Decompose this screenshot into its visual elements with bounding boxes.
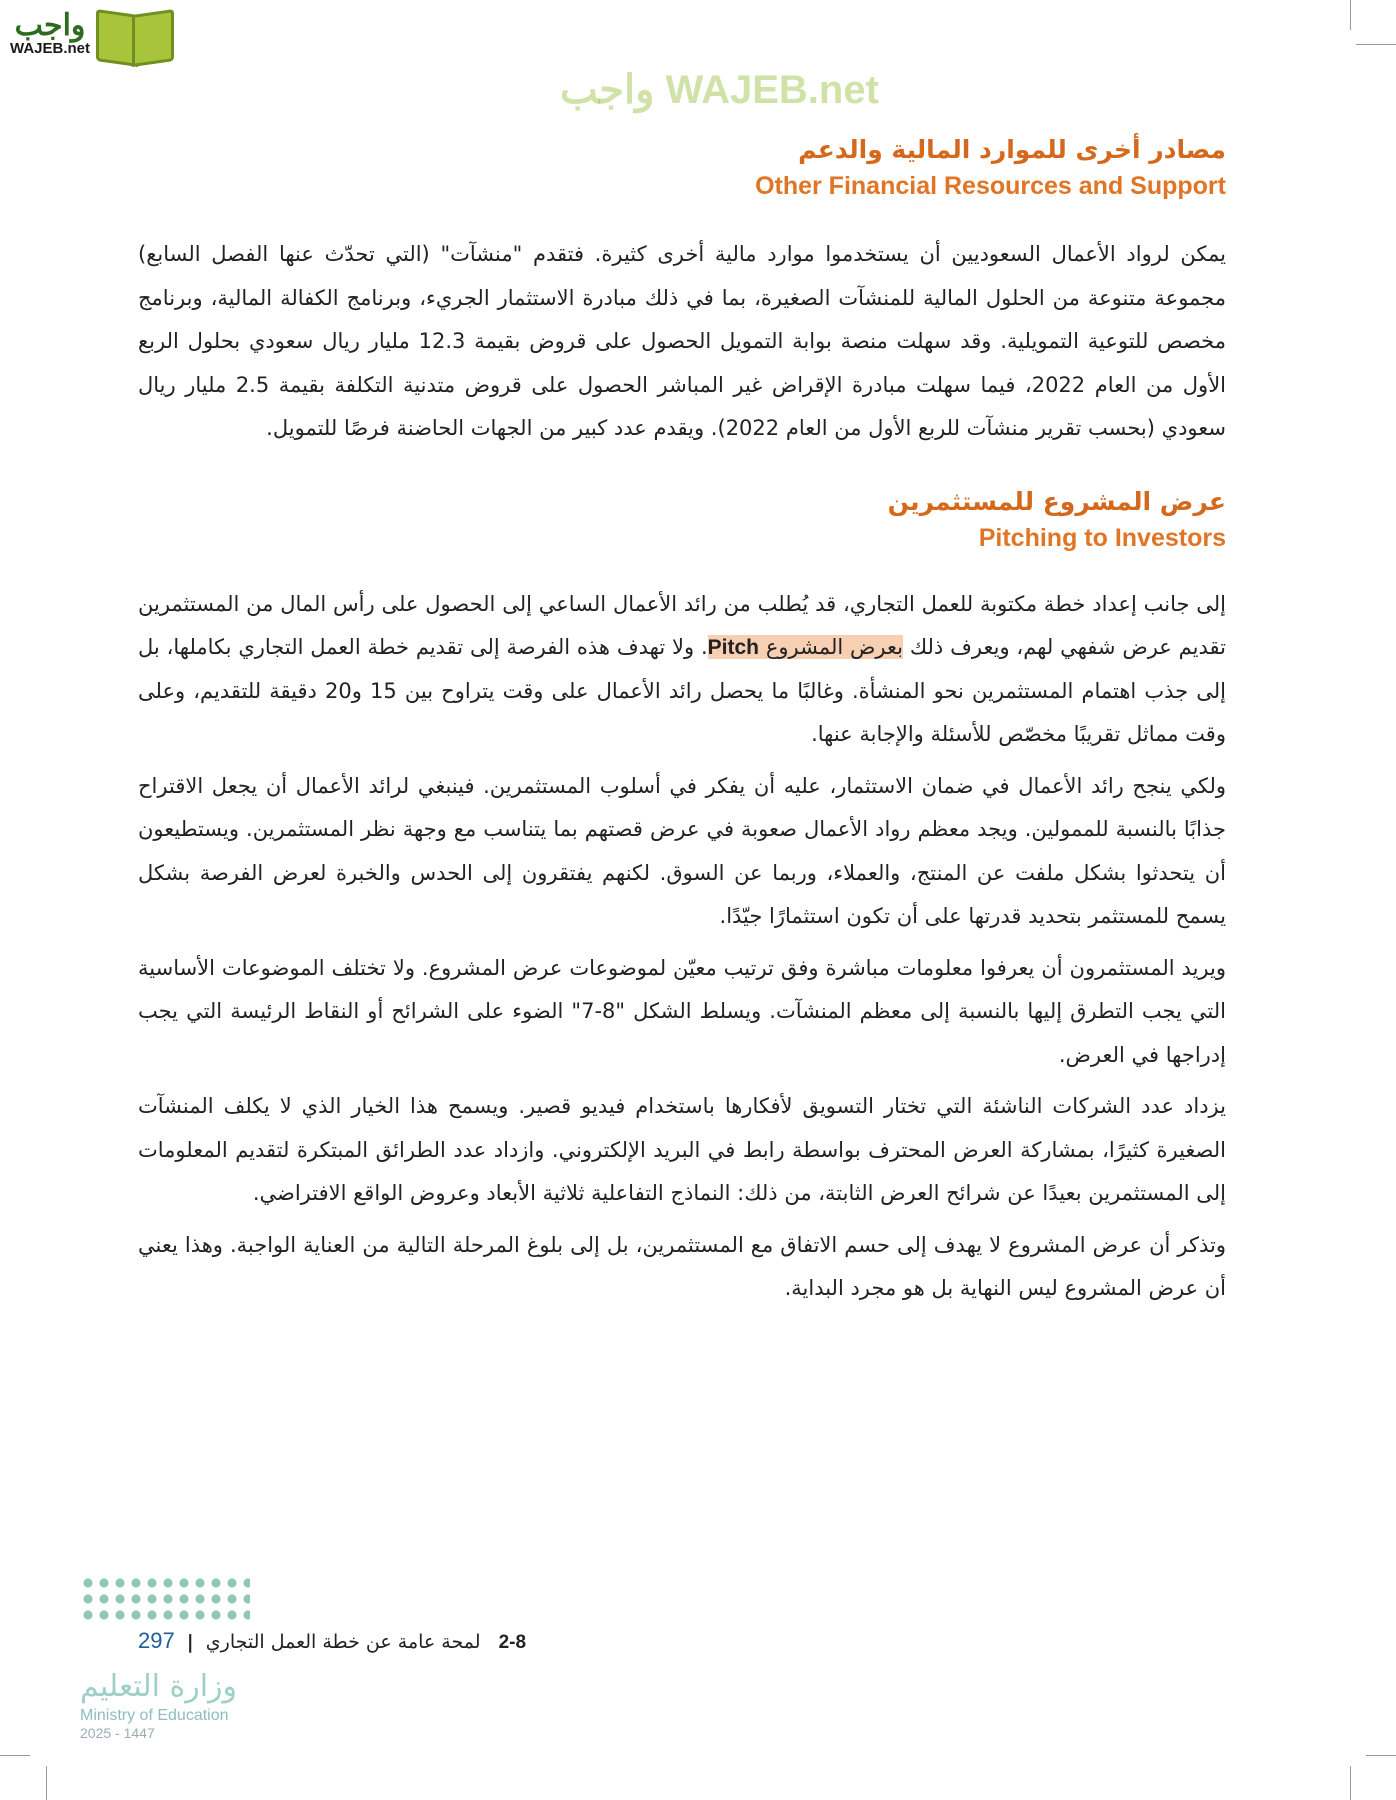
logo-arabic: واجب (14, 9, 86, 42)
section-title-en: Pitching to Investors (978, 523, 1226, 552)
page-content (138, 135, 1226, 1319)
crop-mark (1350, 1766, 1351, 1800)
section-title-en: Other Financial Resources and Support (755, 172, 1226, 200)
watermark: واجب WAJEB.net (560, 68, 879, 112)
paragraph: يزداد عدد الشركات الناشئة التي تختار التسويق لأفكارها باستخدام فيديو قصير. ويسمح هذا الخيار الذي لا يكلف المنشآت الصغيرة كثيرًا، بمشاركة العرض المحترف بواسطة رابط في البريد الإلكتروني. وازداد عدد الطرائق المبتكرة لتقديم المعلومات إلى المستثمرين بعيدًا عن شرائح العرض الثابتة، من ذلك: النماذج التفاعلية ثلاثية الأبعاد وعروض الواقع الافتراضي. (138, 1094, 1226, 1205)
paragraph: ولكي ينجح رائد الأعمال في ضمان الاستثمار، عليه أن يفكر في أسلوب المستثمرين. فينبغي لرائد الأعمال أن يجعل الاقتراح جذابًا بالنسبة للممولين. ويجد معظم رواد الأعمال صعوبة في عرض قصتهم بما يتناسب مع وجهة نظر المستثمرين. ويستطيعون أن يتحدثوا بشكل ملفت عن المنتج، والعملاء، وربما عن السوق. لكنهم يفتقرون إلى الحدس والخبرة لعرض الفرصة بشكل يسمح للمستثمر بتحديد قدرتها على أن تكون استثمارًا جيّدًا. (138, 773, 1226, 928)
paragraph: يمكن لرواد الأعمال السعوديين أن يستخدموا موارد مالية أخرى كثيرة. فتقدم "منشآت" (التي تحدّث عنها الفصل السابع) مجموعة متنوعة من الحلول المالية للمنشآت الصغيرة، بما في ذلك مبادرة الاستثمار الجريء، وبرنامج الكفالة المالية، وبرنامج مخصص للتوعية التمويلية. وقد سهلت منصة بوابة التمويل الحصول على قروض بقيمة 12.3 مليار ريال سعودي بحلول الربع الأول من العام 2022، فيما سهلت مبادرة الإقراض غير المباشر الحصول على قروض متدنية التكلفة بقيمة 2.5 مليار ريال سعودي (بحسب تقرير منشآت للربع الأول من العام 2022). ويقدم عدد كبير من الجهات الحاضنة فرصًا للتمويل. (138, 242, 1227, 440)
paragraph (138, 583, 1226, 757)
section-title-ar: عرض المشروع للمستثمرين (887, 486, 1226, 516)
book-icon (96, 6, 174, 62)
term-en: Pitch (707, 636, 759, 659)
logo-english: WAJEB.net (10, 40, 91, 57)
chapter-title: لمحة عامة عن خطة العمل التجاري (205, 1631, 481, 1653)
page-footer-label (138, 1627, 526, 1657)
logo-text (10, 11, 90, 57)
paragraph: ويريد المستثمرون أن يعرفوا معلومات مباشرة وفق ترتيب معيّن لموضوعات عرض المشروع. ولا تختلف الموضوعات الأساسية التي يجب التطرق إليها بالنسبة إلى معظم المنشآت. ويسلط الشكل "8-7" الضوء على الشرائح أو النقاط الرئيسة التي يجب إدراجها في العرض. (138, 955, 1226, 1067)
ministry-name-ar: وزارة التعليم (80, 1669, 238, 1704)
crop-mark (1356, 44, 1396, 45)
edition-year: 2025 - 1447 (80, 1725, 155, 1741)
ministry-name-en: Ministry of Education (80, 1707, 229, 1724)
footer (80, 1575, 527, 1741)
term-ar: بعرض المشروع (765, 635, 903, 659)
crop-mark (1350, 0, 1351, 30)
wajeb-logo[interactable] (10, 6, 174, 62)
page-number: 297 (138, 1628, 175, 1653)
crop-mark (46, 1766, 47, 1800)
highlighted-term (708, 635, 903, 659)
paragraph: وتذكر أن عرض المشروع لا يهدف إلى حسم الاتفاق مع المستثمرين، بل إلى بلوغ المرحلة التالية من العناية الواجبة. وهذا يعني أن عرض المشروع ليس النهاية بل هو مجرد البداية. (138, 1232, 1226, 1300)
separator: | (186, 1631, 194, 1653)
ministry-logo-dots-icon (80, 1575, 250, 1625)
crop-mark (1366, 1755, 1396, 1756)
text: إلى جانب إعداد خطة مكتوبة للعمل التجاري، قد يُطلب من رائد الأعمال الساعي إلى الحصول على رأس المال من المستثمرين تقديم عرض شفهي لهم، ويعرف ذلك (138, 591, 1226, 659)
section-title-ar: مصادر أخرى للموارد المالية والدعم (798, 135, 1226, 164)
chapter-number: 2-8 (498, 1632, 527, 1653)
text: . ولا تهدف هذه الفرصة إلى تقديم خطة العمل التجاري بكاملها، بل إلى جذب اهتمام المستثمرين نحو المنشأة. وغالبًا ما يحصل رائد الأعمال على وقت يتراوح بين 15 و20 دقيقة للتقديم، وعلى وقت مماثل تقريبًا مخصّص للأسئلة والإجابة عنها. (138, 635, 1226, 746)
crop-mark (0, 1755, 30, 1756)
